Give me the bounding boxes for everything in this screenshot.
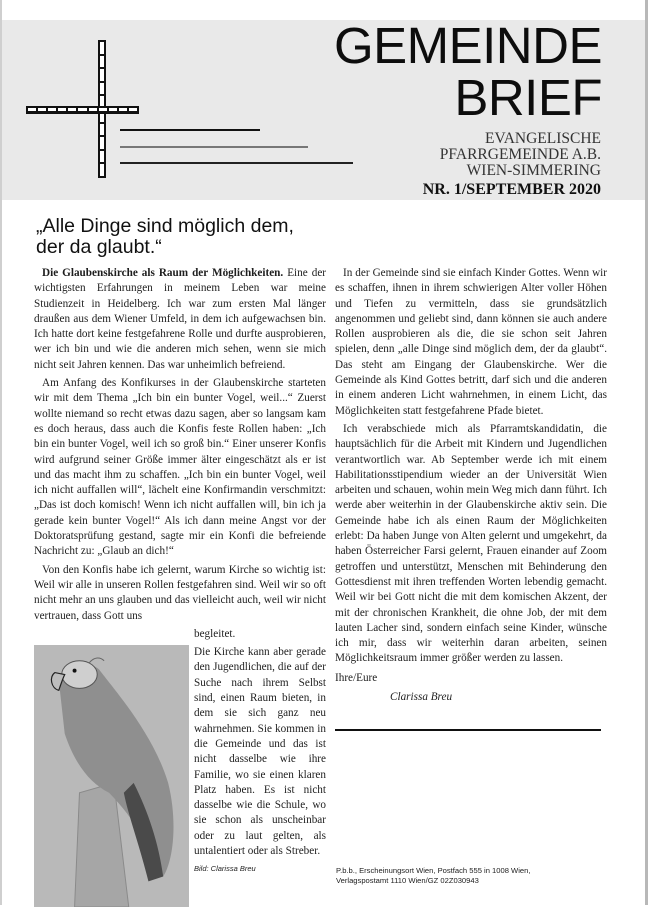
masthead: [2, 17, 645, 200]
paragraph-6: Ich verabschiede mich als Pfarramtskandidatin, die hauptsächlich für die Arbeit mit Kindern und Jugendlichen verantwortlich war. Ab September werde ich mit einem Habilitationsstipendium wieder an der Universität Wien arbeiten und schauen, wohin mein Weg mich dann führt. Ich werde aber weiterhin in der Glaubenskirche aktiv sein. Die Gemeinde habe ich als einen Raum der Möglichkeiten erlebt: Da haben Junge von Alten gelernt und umgekehrt, da haben Österreicher Farsi gelernt, Frauen einander auf Zoom getroffen und unterstützt, Menschen mit Behinderung den Gottesdienst mit ihren treffenden Worten lebendig gemacht. Weil wir bei Gott nicht die mit dem komischen Akzent, der mit der chronischen Krankheit, die ohne Job, der mit dem lauten Lacher sind, sondern einfach seine Kinder, wünsche ich mir, dass wir weiterhin daran arbeiten, seinen Möglichkeitsraum immer größer werden zu lassen.: [335, 422, 607, 665]
article-headline: [36, 216, 336, 258]
subtitle-line-1: EVANGELISCHE: [485, 130, 601, 147]
parrot-illustration: [34, 645, 189, 907]
greeting: Ihre/Eure: [335, 671, 378, 684]
paragraph-3-end: begleitet.: [194, 627, 236, 640]
headline-line-2: der da glaubt.“: [36, 236, 162, 258]
subtitle-line-2: PFARRGEMEINDE A.B.: [439, 146, 601, 163]
signature: Clarissa Breu: [390, 691, 453, 704]
paragraph-1: [34, 266, 326, 373]
headline-line-1: „Alle Dinge sind möglich dem,: [36, 215, 294, 237]
masthead-subtitle: [440, 131, 601, 179]
postal-info: [336, 866, 530, 886]
postal-line-2: Verlagspostamt 1110 Wien/GZ 02Z030943: [336, 876, 479, 885]
article-column-right: [335, 266, 607, 708]
article-column-left: [34, 266, 326, 896]
decorative-line: [120, 146, 308, 148]
photo-and-wrap: [34, 645, 326, 907]
photo-block: [34, 645, 189, 907]
cross-horizontal-beam: [26, 106, 139, 114]
paragraph-3: Von den Konfis habe ich gelernt, warum Kirche so wichtig ist: Weil wir alle in unseren Rollen festgefahren sind. Weil wir so oft nicht mehr an uns glauben und das vielleicht auch, weil wir nicht vertrauen, dass Gott uns: [34, 563, 326, 622]
paragraph-5: In der Gemeinde sind sie einfach Kinder Gottes. Wenn wir es schaffen, ihnen in ihrem schwierigen Alter voller Höhen und Tiefen zu vermitteln, dass sie grundsätzlich angenommen und geliebt sind, dann können sie auch andere Rollen ausprobieren als die, die sie schon seit Jahren spielen, denn „alle Dinge sind möglich dem, der da glaubt“. Das steht am Eingang der Glaubenskirche. Wer die Gemeinde als Kind Gottes betritt, darf sich und die anderen in einem anderen Licht wahrnehmen, in einem Licht, das Möglichkeiten statt festgefahrene Pfade bietet.: [335, 267, 607, 417]
postal-line-1: P.b.b., Erscheinungsort Wien, Postfach 555 in 1008 Wien,: [336, 866, 531, 875]
title-line-1: GEMEINDE: [333, 17, 602, 74]
article-column-wrap: [194, 645, 326, 876]
decorative-line: [120, 129, 260, 131]
subtitle-line-3: WIEN-SIMMERING: [466, 162, 601, 179]
issue-number: NR. 1/SEPTEMBER 2020: [422, 181, 601, 198]
title-line-2: BRIEF: [454, 69, 602, 126]
paragraph-1-text: Eine der wichtigsten Erfahrungen in meinem Leben war meine Studienzeit in Heidelberg. Ich war zum ersten Mal länger draußen aus dem Wiener Umfeld, in dem ich aufgewachsen bin. Ich hatte dort keine festgefahrene Rolle und durfte ausprobieren, wer ich bin und wie die anderen mich sehen, wenn sie mich nicht seit Jahren kennen. Das war unheimlich befreiend.: [34, 267, 327, 371]
photo-caption: Bild: Clarissa Breu: [194, 864, 256, 874]
paragraph-4: Die Kirche kann aber gerade den Jugendlichen, die auf der Suche nach ihrem Selbst sind, einen Raum bieten, in dem sie sich ganz neu wahrnehmen. Sie kommen in die Gemeinde und das ist nicht dasselbe wie ihre Familie, wo sie einen klaren Platz haben. Es ist nicht dasselbe wie die Schule, wo sie schon als unscheinbar oder zu laut gelten, als untalentiert oder als Streber.: [194, 646, 326, 857]
paragraph-2: Am Anfang des Konfikurses in der Glaubenskirche starteten wir mit dem Thema „Ich bin ein bunter Vogel, weil...“ Zuerst wollte niemand so recht etwas dazu sagen, aber so langsam kam es doch heraus, dass auch die Konfis feste Rollen haben: „Ich bin ein bunter Vogel, weil ich so groß bin.“ Einer unserer Konfis wird aufgrund seiner Größe immer älter eingeschätzt als er ist und das macht ihm zu schaffen. „Ich bin ein bunter Vogel, weil ich nicht auffallen will“, lächelt eine Konfirmandin verschmitzt: „Das ist doch komisch! Wenn ich nicht auffallen will, bin ich ja gerade kein bunter Vogel!“ Als ich dann meine Angst vor der Doktoratsprüfung gestand, sagte mir ein Konfi die befreiende Nachricht zu: „Glaub an dich!“: [34, 377, 326, 558]
masthead-title: [333, 17, 602, 126]
parrot-photo: [34, 645, 189, 907]
divider-rule: [335, 729, 601, 731]
left-column-text: [34, 266, 326, 642]
article-lead: Die Glaubenskirche als Raum der Möglichkeiten.: [42, 267, 284, 279]
decorative-line: [120, 162, 353, 164]
